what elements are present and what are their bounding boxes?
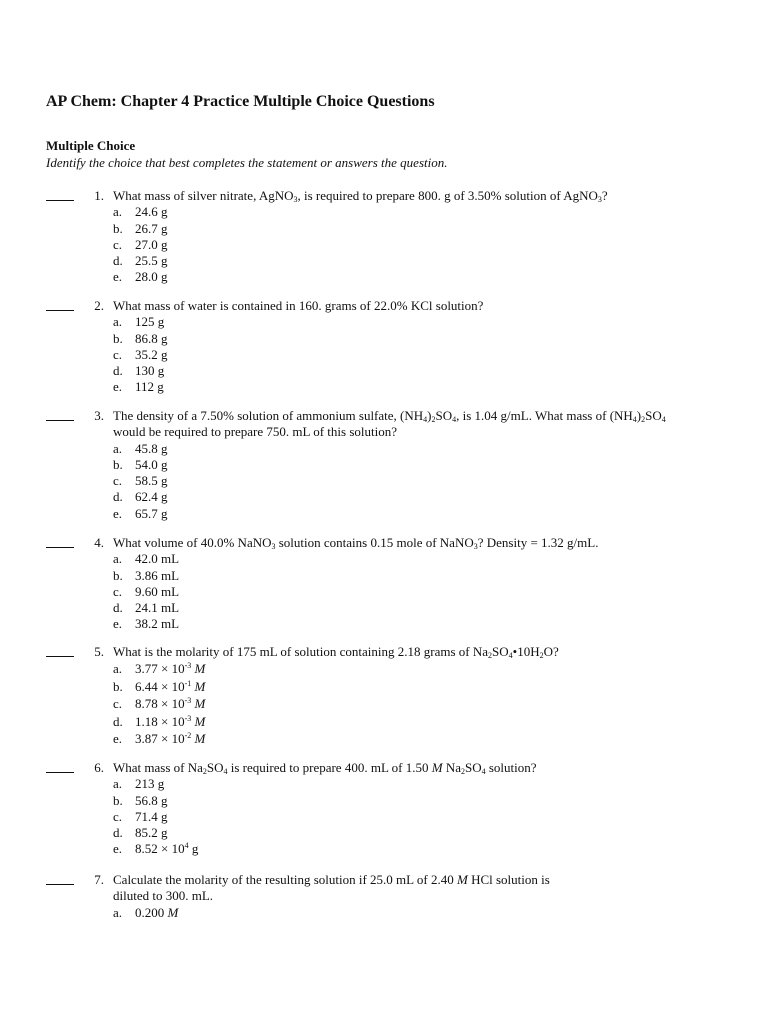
choice-list	[113, 661, 205, 749]
instructions: Identify the choice that best completes the statement or answers the question.	[46, 155, 448, 170]
choice-list	[113, 551, 179, 632]
choice-e[interactable]: e. 65.7 g	[113, 505, 168, 521]
choice-c[interactable]: c. 71.4 g	[113, 808, 168, 824]
choice-e[interactable]: e. 112 g	[113, 379, 164, 395]
question-number: 4.	[94, 535, 104, 550]
answer-blank[interactable]	[46, 409, 74, 421]
choice-e[interactable]: e. 38.2 mL	[113, 616, 180, 632]
choice-e[interactable]: e. $8.52 \times 10^4$ g	[113, 841, 199, 857]
choice-e[interactable]: e. 28.0 g	[113, 269, 168, 285]
choice-a[interactable]: a. 0.200 M	[113, 904, 179, 920]
question-stem: What is the molarity of 175 mL of solution containing 2.18 grams of $Na_2SO_4•10H_2O$?	[113, 644, 559, 660]
choice-d[interactable]: d. 85.2 g	[113, 825, 168, 841]
choice-list	[113, 204, 168, 285]
choice-c[interactable]: c. 58.5 g	[113, 473, 168, 489]
choice-e[interactable]: e. $3.87 \times 10^{-2}$ M	[113, 731, 206, 747]
choice-b[interactable]: b. 3.86 mL	[113, 567, 180, 583]
choice-a[interactable]: a. 213 g	[113, 776, 165, 792]
question-number: 5.	[94, 644, 104, 659]
choice-a[interactable]: a. 42.0 mL	[113, 551, 180, 567]
choice-b[interactable]: b. 54.0 g	[113, 456, 168, 472]
question-number: 7.	[94, 872, 104, 887]
question-number: 2.	[94, 298, 104, 313]
question-stem: What mass of silver nitrate, AgNO$_3$, is required to prepare 800. g of 3.50% solution of AgNO$_3$?	[113, 188, 608, 204]
choice-d[interactable]: d. 25.5 g	[113, 253, 168, 269]
choice-c[interactable]: c. 9.60 mL	[113, 583, 180, 599]
question-stem: What mass of water is contained in 160. grams of 22.0% KCl solution?	[113, 298, 484, 313]
answer-blank[interactable]	[46, 873, 74, 885]
choice-b[interactable]: b. 86.8 g	[113, 330, 168, 346]
choice-d[interactable]: d. 130 g	[113, 363, 165, 379]
question-stem: What mass of $Na_2SO_4$ is required to prepare 400. mL of 1.50 M $Na_2SO_4$ solution?	[113, 760, 537, 776]
page-title: AP Chem: Chapter 4 Practice Multiple Choice Questions	[46, 93, 435, 110]
question-stem: The density of a 7.50% solution of ammonium sulfate, $(NH_4)_2SO_4$, is 1.04 g/mL. What mass of $(NH_4)_2SO_4$ would be required to prepare 750. mL of this solution?	[113, 408, 666, 440]
choice-b[interactable]: b. 56.8 g	[113, 792, 168, 808]
choice-b[interactable]: b. $6.44 \times 10^{-1}$ M	[113, 678, 206, 694]
choice-a[interactable]: a. $3.77 \times 10^{-3}$ M	[113, 661, 206, 676]
answer-blank[interactable]	[46, 761, 74, 773]
answer-blank[interactable]	[46, 299, 74, 311]
choice-a[interactable]: a. 24.6 g	[113, 204, 168, 220]
choice-c[interactable]: c. 35.2 g	[113, 346, 168, 362]
choice-d[interactable]: d. 24.1 mL	[113, 600, 180, 616]
question-stem: What volume of 40.0% NaNO$_3$ solution contains 0.15 mole of NaNO$_3$? Density = 1.32 g/mL.	[113, 535, 599, 551]
choice-a[interactable]: a. 45.8 g	[113, 440, 168, 456]
answer-blank[interactable]	[46, 189, 74, 201]
choice-list	[113, 441, 168, 522]
answer-blank[interactable]	[46, 645, 74, 657]
question-number: 1.	[94, 188, 104, 203]
choice-b[interactable]: b. 26.7 g	[113, 220, 168, 236]
choice-list	[113, 905, 178, 921]
choice-list	[113, 776, 198, 859]
question-number: 6.	[94, 760, 104, 775]
choice-a[interactable]: a. 125 g	[113, 314, 165, 330]
choice-list	[113, 314, 168, 395]
choice-c[interactable]: c. 27.0 g	[113, 236, 168, 252]
choice-d[interactable]: d. 62.4 g	[113, 489, 168, 505]
choice-d[interactable]: d. $1.18 \times 10^{-3}$ M	[113, 713, 206, 729]
choice-c[interactable]: c. $8.78 \times 10^{-3}$ M	[113, 696, 206, 712]
section-heading: Multiple Choice	[46, 138, 136, 153]
answer-blank[interactable]	[46, 536, 74, 548]
question-stem: Calculate the molarity of the resulting solution if 25.0 mL of 2.40 M HCl solution is diluted to 300. mL.	[113, 872, 550, 904]
question-number: 3.	[94, 408, 104, 423]
